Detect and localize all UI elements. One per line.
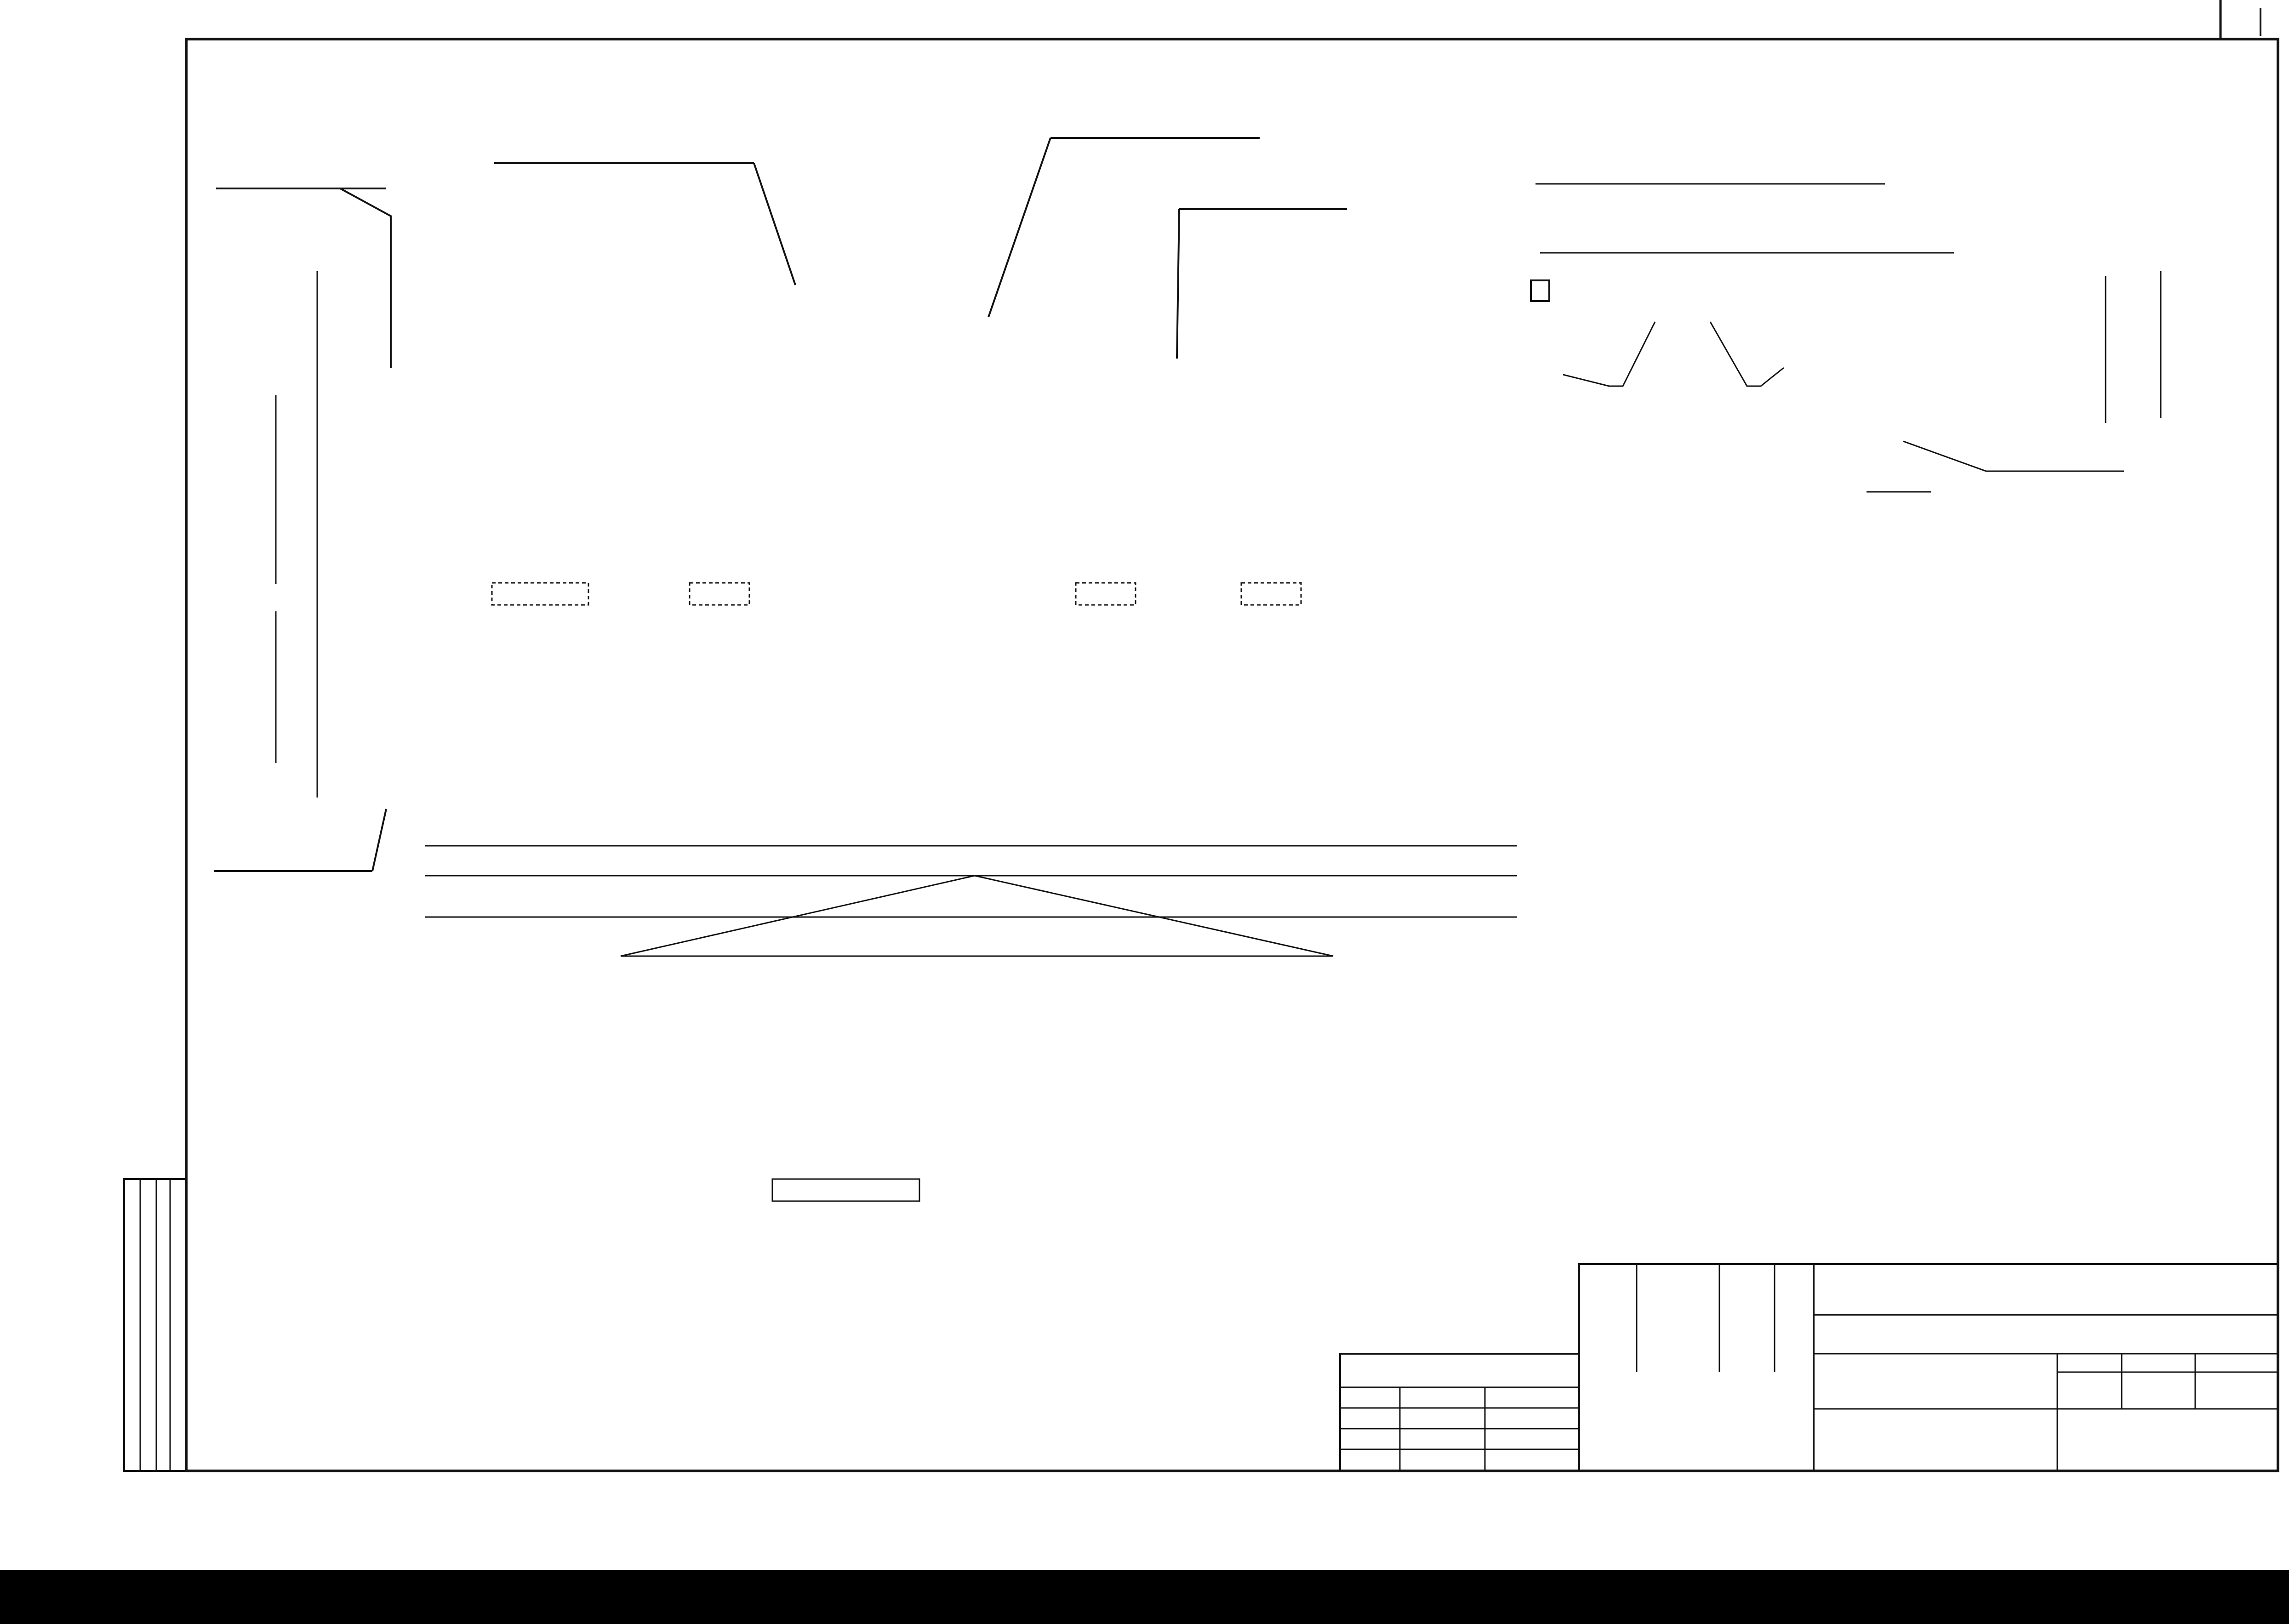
left-dimensions <box>276 271 317 798</box>
title-block <box>1340 1264 2278 1471</box>
bottom-dimensions <box>425 846 1517 956</box>
axis-callouts <box>214 138 1347 871</box>
fm1-bands <box>492 583 1301 605</box>
tension-station-detail <box>1531 184 2161 492</box>
scan-bottom-strip <box>0 1570 2289 1624</box>
drawing-frame <box>186 39 2278 1471</box>
abs-mark-box <box>772 1179 919 1201</box>
agreed-stamp <box>124 1179 186 1471</box>
